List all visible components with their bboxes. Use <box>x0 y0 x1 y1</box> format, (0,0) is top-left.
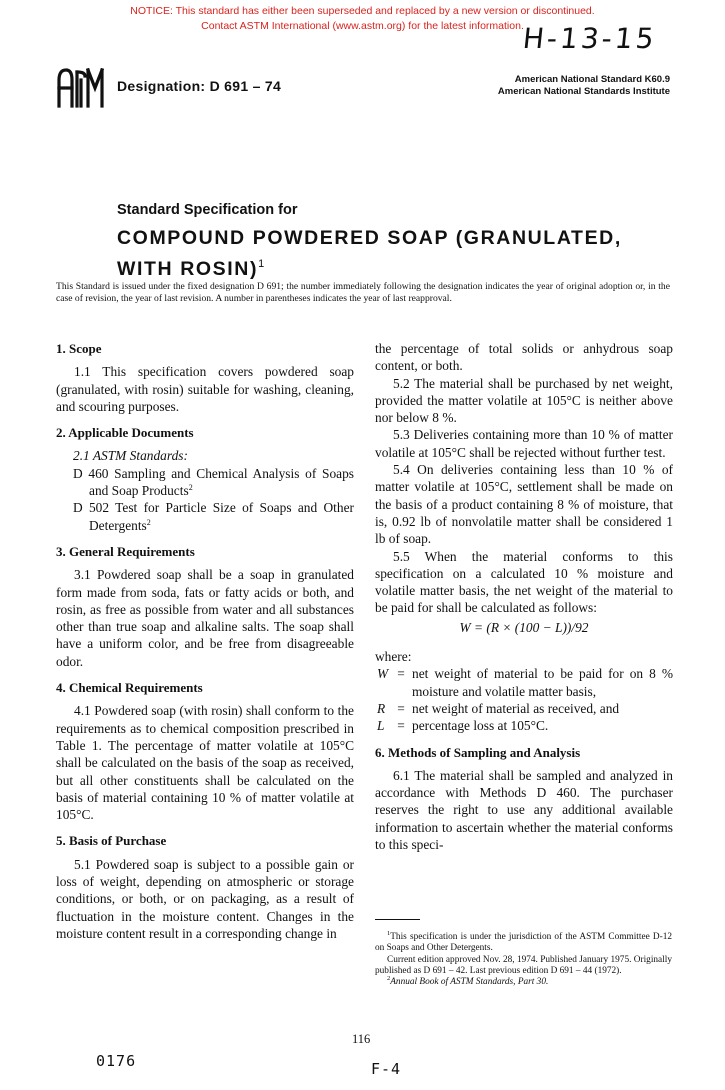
definition-text: net weight of material as received, and <box>412 700 620 716</box>
footnote-2 <box>375 977 672 988</box>
footnote-1 <box>375 932 672 955</box>
section-heading-basis-of-purchase: 5. Basis of Purchase <box>56 833 167 849</box>
notice-line-1: NOTICE: This standard has either been superseded and replaced by a new version or discontinued. <box>130 5 595 17</box>
definition-symbol: R <box>377 700 386 716</box>
paragraph-1-1: 1.1 This specification covers powdered soap (granulated, with rosin) suitable for washing, cleaning, and scouring purposes. <box>56 364 354 414</box>
paragraph-5-1-continued: the percentage of total solids or anhydrous soap content, or both. <box>375 341 673 374</box>
reference-d502-note: 2 <box>146 517 151 527</box>
astm-standards-label: 2.1 ASTM Standards: <box>73 448 188 464</box>
title-footnote-mark: 1 <box>258 258 265 270</box>
paragraph-5-1: 5.1 Powdered soap is subject to a possible gain or loss of weight, depending on atmospheric or storage conditions, or both, or on packaging, as a result of fluctuation in the moisture content. Changes in the moisture content result in a corresponding change in <box>56 856 354 941</box>
footnote-1-text: This specification is under the jurisdiction of the ASTM Committee D-12 on Soaps and Other Detergents. <box>375 932 672 954</box>
definition-text: net weight of material to be paid for on 8 % moisture and volatile matter basis, <box>412 666 673 699</box>
variable-definitions <box>375 665 673 734</box>
paragraph-5-4: 5.4 On deliveries containing less than 10 % of matter volatile at 105°C, settlement shall be made on the basis of a product containing 8 % of moisture, that is, 0.92 lb of nonvolatile matter shall be considered 1 lb of soap. <box>375 462 673 547</box>
net-weight-formula: W = (R × (100 − L))/92 <box>459 619 589 635</box>
reference-d460-text: D 460 Sampling and Chemical Analysis of Soaps and Soap Products <box>73 465 354 499</box>
issuance-note: This Standard is issued under the fixed designation D 691; the number immediately following the designation indicates the year of original adoption or, in the case of revision, the year of last revision. A number in parentheses indicates the year of last reapproval. <box>56 281 670 304</box>
designation: Designation: D 691 – 74 <box>117 78 282 94</box>
ansi-line-1: American National Standard K60.9 <box>514 74 670 85</box>
paragraph-5-3: 5.3 Deliveries containing more than 10 % of matter volatile at 105°C shall be rejected without further test. <box>375 427 673 460</box>
paragraph-4-1: 4.1 Powdered soap (with rosin) shall conform to the requirements as to chemical composition prescribed in Table 1. The percentage of matter volatile at 105°C shall be calculated on the basis of the soap as received, but all other constituents shall be calculated on the basis of material containing 10 % of matter volatile at 105°C. <box>56 703 354 823</box>
footnote-2-mark: 2 <box>387 975 391 983</box>
reference-d460 <box>56 465 354 500</box>
ansi-line-2: American National Standards Institute <box>497 86 670 97</box>
footnote-1-mark: 1 <box>387 930 391 937</box>
definition-text: percentage loss at 105°C. <box>412 718 549 734</box>
reference-d502 <box>56 499 354 534</box>
page-number: 116 <box>352 1032 371 1046</box>
paragraph-5-2: 5.2 The material shall be purchased by net weight, provided the matter volatile at 105°C is neither above nor below 8 %. <box>375 375 673 426</box>
definition-r <box>375 700 673 717</box>
definition-symbol: W <box>377 666 389 682</box>
where-label: where: <box>375 649 412 665</box>
definition-equals: = <box>397 700 405 716</box>
footnote-2-text: Annual Book of ASTM Standards, Part 30. <box>390 977 549 988</box>
notice-line-2: Contact ASTM International (www.astm.org) for the latest information. <box>201 20 524 32</box>
ansi-standard <box>498 74 670 98</box>
standard-for-label: Standard Specification for <box>117 202 298 218</box>
section-heading-chemical-requirements: 4. Chemical Requirements <box>56 680 203 696</box>
astm-logo-icon <box>55 66 105 108</box>
section-heading-scope: 1. Scope <box>56 341 102 356</box>
definition-equals: = <box>397 718 405 734</box>
bottom-right-code: F-4 <box>371 1060 402 1078</box>
paragraph-3-1: 3.1 Powdered soap shall be a soap in granulated form made from soda, fats or fatty acids or both, and rosin, as free as possible from water and all substances other than true soap and alkaline salts. The soap shall have a uniform color, and be free from disagreeable odor. <box>56 567 354 669</box>
left-column <box>56 340 354 942</box>
definition-symbol: L <box>377 718 385 734</box>
reference-d502-text: D 502 Test for Particle Size of Soaps and Other Detergents <box>73 500 354 533</box>
section-heading-methods-of-sampling: 6. Methods of Sampling and Analysis <box>375 744 581 760</box>
paragraph-2-1 <box>56 447 354 464</box>
reference-d460-note: 2 <box>188 483 193 493</box>
section-heading-applicable-documents: 2. Applicable Documents <box>56 425 194 441</box>
footnotes <box>375 932 672 988</box>
document-title <box>117 225 677 282</box>
title-text: COMPOUND POWDERED SOAP (GRANULATED, WITH ROSIN) <box>117 227 622 280</box>
paragraph-5-5: 5.5 When the material conforms to this specification on a calculated 10 % moisture and volatile matter basis, the net weight of the material to be paid for shall be calculated as follows: <box>375 548 673 616</box>
paragraph-6-1: 6.1 The material shall be sampled and analyzed in accordance with Methods D 460. The purchaser reserves the right to use any additional available information to ascertain whether the material conforms to this speci- <box>375 767 673 853</box>
handwritten-note: H-13-15 <box>521 22 659 55</box>
section-heading-general-requirements: 3. General Requirements <box>56 543 195 559</box>
bottom-left-code: 0176 <box>96 1052 137 1070</box>
footnote-divider <box>375 919 420 920</box>
definition-equals: = <box>397 666 405 682</box>
definition-l <box>375 717 673 734</box>
definition-w <box>375 665 673 700</box>
right-column <box>375 340 673 853</box>
footnote-1-edition: Current edition approved Nov. 28, 1974. Published January 1975. Originally published as D 691 – 42. Last previous edition D 691 – 44 (1972). <box>375 954 672 976</box>
